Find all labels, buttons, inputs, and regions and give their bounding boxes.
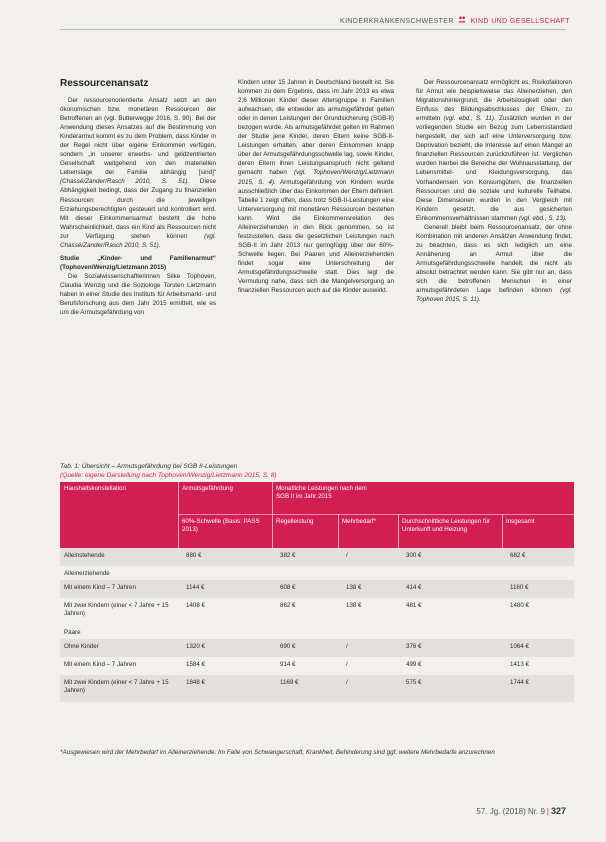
paragraph: Der ressourcenorientierte Ansatz setzt an den ökonomischen bzw. monetären Ressourcen der Betroffenen an (vgl. Butterwegge 2016, S. 90). Bei der Anwendung dieses Ansatzes auf die Bestimmung von Kinderarmut kommt es zu dem Problem, dass Kinder in der Regel nicht über eigene Einkommen verfügen, sondern „in unserer erwerbs- und geldzentrierten Gesellschaft weitgehend von den materiellen Lebenslage der Familie abhängig [sind]“ (Chassé/Zander/Rasch 2010, S. 51). Diese Abhängigkeit bedingt, dass der Zugang zu finanziellen Ressourcen durch die jeweiligen Erziehungsberechtigten gesteuert und kontrolliert wird. Mit dieser Einkommensarmut besteht die hohe Wahrscheinlichkeit, dass ein Kind als Ressourcen nicht zur Verfügung stehen können (vgl. Chassé/Zander/Rasch 2010, S. 51).: [60, 97, 217, 249]
table-cell: /: [346, 552, 348, 559]
table-row: [60, 548, 574, 566]
header-extra: Mehrbedarf*: [338, 514, 398, 548]
citation: (vgl. Chassé/Zander/Rasch 2010, S. 51).: [60, 232, 216, 249]
journal-series: KINDERKRANKENSCHWESTER: [340, 18, 454, 25]
row-label: Alleinerziehende: [64, 570, 110, 577]
table-cell: 862 €: [280, 602, 296, 609]
table-cell: 1064 €: [510, 643, 529, 650]
subsection-heading: Studie „Kinder- und Familienarmut“ (Tophoven/Wenzig/Lietzmann 2015): [60, 254, 216, 271]
table-row: [60, 675, 574, 702]
text-column-2: [238, 78, 394, 295]
people-icon: [458, 18, 468, 25]
table-cell: /: [346, 661, 348, 668]
table-cell: 499 €: [406, 661, 422, 668]
text-column-1: [60, 78, 216, 317]
page-number: 327: [550, 806, 566, 816]
table-row: [60, 580, 574, 598]
citation: (vgl. ebd., S. 11).: [443, 115, 496, 123]
text-column-3: [416, 78, 572, 304]
row-label: Mit einem Kind – 7 Jahren: [64, 661, 136, 668]
table-cell: 880 €: [186, 552, 202, 559]
table-row: [60, 657, 574, 675]
table-header: [60, 482, 574, 548]
header-60-threshold: 60%-Schwelle (Basis: PASS 2013): [178, 514, 272, 548]
citation: (Chassé/Zander/Rasch 2010, S. 51).: [60, 178, 190, 186]
table-cell: 1848 €: [186, 679, 205, 686]
row-label: Mit zwei Kindern (einer < 7 Jahre + 15 Jahren): [64, 679, 169, 694]
table-cell: 1169 €: [280, 679, 299, 686]
table-cell: 481 €: [406, 602, 422, 609]
table-cell: 1480 €: [510, 602, 529, 609]
table-row: [60, 639, 574, 657]
table-cell: /: [346, 643, 348, 650]
table-cell: 914 €: [280, 661, 296, 668]
header-regular: Regelleistung: [272, 514, 338, 548]
table-cell: 575 €: [406, 679, 422, 686]
table-cell: 138 €: [346, 602, 362, 609]
table-body: [60, 548, 574, 702]
citation: (vgl. Tophoven 2015, S. 11).: [416, 287, 573, 304]
header-threshold: Armutsgefährdung: [182, 485, 233, 492]
table-cell: 382 €: [280, 552, 296, 559]
row-label: Mit zwei Kindern (einer < 7 Jahre + 15 Jahren): [64, 602, 169, 617]
table-cell: 1144 €: [186, 584, 205, 591]
page-header: [340, 16, 570, 28]
poverty-table: [60, 482, 574, 702]
table-cell: 138 €: [346, 584, 362, 591]
table-cell: 1320 €: [186, 643, 205, 650]
table-row: [60, 625, 574, 639]
row-label: Alleinstehende: [64, 552, 105, 559]
paragraph: Kindern unter 15 Jahren in Deutschland bestellt ist. Sie kommen zu dem Ergebnis, dass im Jahr 2013 es etwa 2,6 Millionen Kinder dieser Altersgruppe in Familien aufwachsen, die entweder als armutsgefährdet gelten oder in denen Leistungen der Grundsicherung (SGB-II) bezogen wurde. Als armutsgefährdet gelten im Rahmen der Studie jene Kinder, deren Eltern keine SGB-II-Leistungen erhalten, aber deren Einkommen knapp über der Armutsgefährdungsschwelle lag, sowie Kinder, deren Eltern ihren Leistungsanspruch nicht geltend gemacht haben (vgl. Tophoven/Wenzig/Lietzmann 2015, S. 4). Armutsgefährdung von Kindern wurde ausschließlich über das Einkommen der Eltern definiert. Tabelle 1 zeigt offen, dass trotz SGB-II-Leistungen eine Unterversorgung mit monetären Ressourcen bestehen kann. Wird die Einkommensrelation des Alleinerziehenden in den Blick genommen, so ist festzustellen, dass die gesetzlichen Leistungen nach SGB-II im Jahr 2013 nur geringfügig über der 60%-Schwelle liegen. Bei Paaren und Alleinerziehenden findet sogar eine Unterschreitung der Armutsgefährdungsschwelle statt. Dies legt die Vermutung nahe, dass sich die Mangelversorgung an finanziellen Ressourcen auch auf die Kinder auswirkt.: [238, 79, 395, 295]
table-cell: 682 €: [510, 552, 526, 559]
citation: (vgl. ebd., S. 13).: [518, 214, 567, 222]
table-cell: /: [346, 679, 348, 686]
page-footer: 57. Jg. (2018) Nr. 9 | 327: [476, 806, 566, 816]
paragraph: Die Sozialwissenschaftlerinnen Silke Tophoven, Claudia Wenzig und die Soziologe Torsten Lietzmann haben in einer Studie des Instituts für Arbeitsmarkt- und Berufsforschung aus dem Jahr 2015 ermittelt, wie es um die Armutsgefährdung von: [60, 272, 216, 317]
table-cell: 690 €: [280, 643, 296, 650]
row-label: Mit einem Kind – 7 Jahren: [64, 584, 136, 591]
header-rule: [60, 29, 566, 30]
table-cell: 608 €: [280, 584, 296, 591]
table-cell: 1413 €: [510, 661, 529, 668]
table-title: Tab. 1: Übersicht – Armutsgefährdung bei SGB II-Leistungen: [60, 463, 238, 470]
table-caption: [60, 462, 574, 480]
citation: (vgl. Tophoven/Wenzig/Lietzmann 2015, S. 4).: [238, 169, 394, 186]
table-cell: 1744 €: [510, 679, 529, 686]
table-cell: 1584 €: [186, 661, 205, 668]
table-cell: 300 €: [406, 552, 422, 559]
table-cell: 376 €: [406, 643, 422, 650]
header-benefits: Monatliche Leistungen nach dem SGB II im Jahr 2015: [276, 485, 367, 500]
table-cell: 1160 €: [510, 584, 529, 591]
table-row: [60, 566, 574, 580]
table-cell: 1408 €: [186, 602, 205, 609]
row-label: Ohne Kinder: [64, 643, 99, 650]
section-heading: Ressourcenansatz: [60, 78, 149, 89]
table-footnote: *Ausgewiesen wird der Mehrbedarf im Alleinerziehende. Im Falle von Schwangerschaft, Krankheit, Behinderung sind ggf. weitere Mehrbedarfe anzurechnen: [60, 749, 495, 756]
header-total: Insgesamt: [502, 514, 574, 548]
paragraph: Der Ressourcenansatz ermöglicht es, Risikofaktoren für Armut wie beispielsweise das Alleinerziehen, den Migrationshintergrund, die Arbeitslosigkeit oder den Einfluss des Bildungsabschlusses der Eltern, zu ermitteln (vgl. ebd., S. 11). Zusätzlich wurden in der vorliegenden Studie ein Bezug zum Lebensstandard hergestellt, der sich auf eine Unterversorgung bzw. Deprivation bezieht, die Interesse auf einen Mangel an finanziellen Ressourcen zurückzuführen ist. Verglichen wurden hierbei die Bereiche der Wohnausstattung, der Lebensmittel- und Kleidungsversorgung, das Vorhandensein von Konsumgütern, die finanziellen Ressourcen und die soziale und kulturelle Teilhabe. Diese Dimensionen wurden in den Vergleich mit Kindern gesetzt, die aus gesicherten Einkommensverhältnissen stammen (vgl. ebd., S. 13).: [416, 79, 573, 222]
header-housing: Durchschnittliche Leistungen für Unterkunft und Heizung: [398, 514, 502, 548]
paragraph: Generell bleibt beim Ressourcenansatz, der ohne Kombination mit anderen Ansätzen Anwendung findet, zu beachten, dass es sich lediglich um eine Annäherung an Armut über die Armutsgefährdungsschwelle handelt, die nicht als absolut betrachtet werden kann. Sie gibt nur an, dass sich die betroffenen Menschen in einer armutsgefährdeten Lage befinden können (vgl. Tophoven 2015, S. 11).: [416, 223, 573, 304]
header-household: Haushaltskonstellation: [64, 485, 126, 492]
table-row: [60, 598, 574, 625]
journal-issue: 57. Jg. (2018) Nr. 9: [476, 807, 545, 816]
table-cell: 414 €: [406, 584, 422, 591]
row-label: Paare: [64, 629, 81, 636]
section-label: KIND UND GESELLSCHAFT: [470, 18, 570, 25]
table-source: (Quelle: eigene Darstellung nach Tophoven/Wenzig/Lietzmann 2015, S. 8): [60, 472, 277, 479]
article-body: [60, 78, 574, 438]
